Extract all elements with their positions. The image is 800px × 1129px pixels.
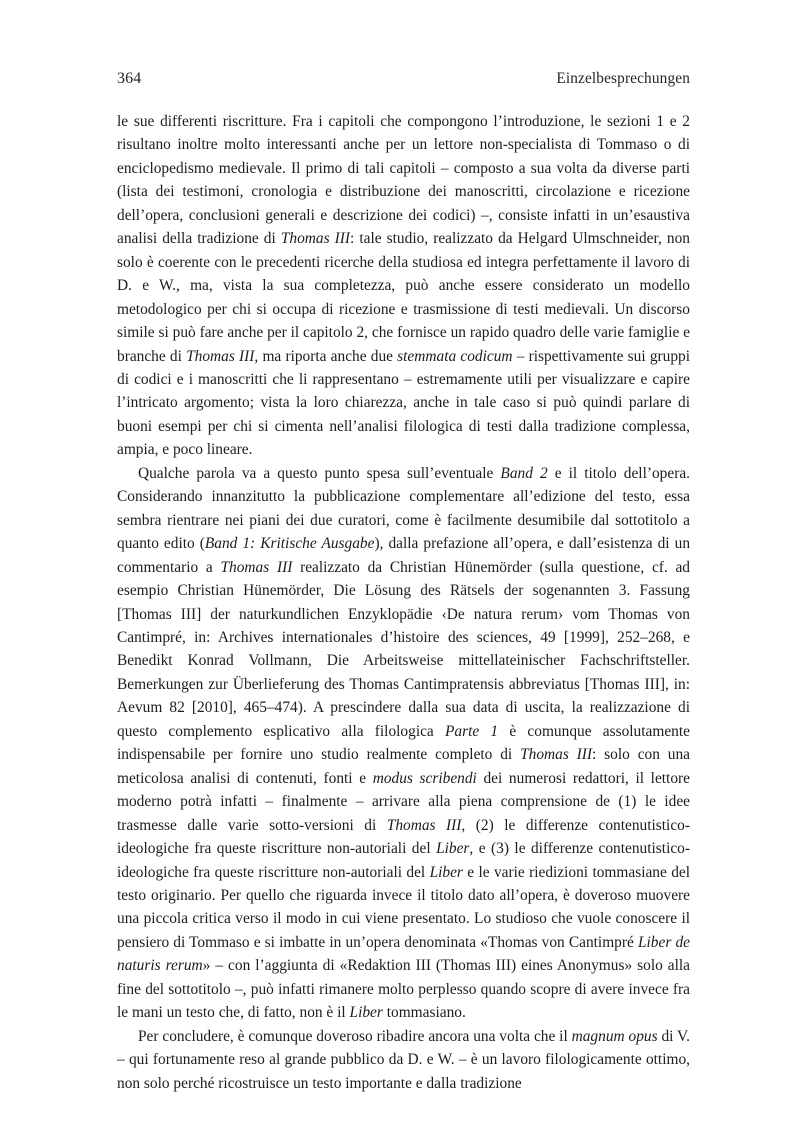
text-run: , ma riporta anche due <box>254 347 398 365</box>
text-run: : tale studio, realizzato da Helgard Ulmschneider, non solo è coerente con le precedenti ricerche della studiosa ed integra perfettamente il lavoro di D. e W., ma, vista la sua completezza, può anche essere considerato un modello metodologico per chi si occupa di ricezione e trasmissione di testi medievali. Un discorso simile si può fare anche per il capitolo 2, che fornisce un rapido quadro delle varie famiglie e branche di <box>117 230 690 365</box>
text-run: , (2) le differenze contenutistico-ideologiche fra queste riscritture non-autoriali del <box>117 816 690 858</box>
italic-run: Thomas III <box>280 230 351 248</box>
italic-run: Thomas III <box>220 558 293 576</box>
italic-run: Liber <box>429 863 463 881</box>
paragraph <box>117 1025 690 1095</box>
italic-run: Thomas III <box>186 347 255 365</box>
italic-run: Band 1: Kritische Ausgabe <box>204 535 375 553</box>
text-run: tommasiano. <box>382 1004 466 1022</box>
italic-run: Thomas III <box>520 746 593 764</box>
paragraph <box>117 110 690 462</box>
text-run: di V. – qui fortunamente reso al grande pubblico da D. e W. – è un lavoro filologicamente ottimo, non solo perché ricostruisce un testo importante e dalla tradizione <box>117 1027 691 1092</box>
running-head-title: Einzelbesprechungen <box>556 70 690 87</box>
text-run: – rispettivamente sui gruppi di codici e i manoscritti che li rappresentano – estremamente utili per visualizzare e capire l’intricato argomento; vista la loro chiarezza, anche in tale caso si può quindi parlare di buoni esempi per chi si cimenta nell’analisi filologica di testi dalla tradizione complessa, ampia, e poco lineare. <box>117 347 690 459</box>
text-run: e le varie riedizioni tommasiane del testo originario. Per quello che riguarda invece il titolo dato all’opera, è doveroso muovere una piccola critica verso il modo in cui viene presentato. Lo studioso che vuole conoscere il pensiero di Tommaso e si imbatte in un’opera denominata «Thomas von Cantimpré <box>117 863 691 951</box>
italic-run: magnum opus <box>571 1027 658 1045</box>
text-run: » – con l’aggiunta di «Redaktion III (Thomas III) eines Anonymus» solo alla fine del sottotitolo –, può infatti rimanere molto perplesso quando scopre di avere invece fra le mani un testo che, di fatto, non è il <box>117 957 691 1022</box>
text-run: e il titolo dell’opera. Considerando innanzitutto la pubblicazione complementare all’edizione del testo, essa sembra rientrare nei piani dei due curatori, come è facilmente desumibile dal sottotitolo a quanto edito ( <box>117 464 690 553</box>
paragraph <box>117 462 690 1025</box>
italic-run: stemmata codicum <box>397 347 513 365</box>
italic-run: Band 2 <box>500 464 548 482</box>
italic-run: modus scribendi <box>372 769 477 787</box>
italic-run: Liber de naturis rerum <box>117 933 690 975</box>
running-head <box>117 70 690 88</box>
text-run: , e (3) le differenze contenutistico-ideologiche fra queste riscritture non-autoriali del <box>117 840 690 881</box>
text-run: : solo con una meticolosa analisi di contenuti, fonti e <box>117 746 690 787</box>
italic-run: Parte 1 <box>445 722 499 740</box>
page-folio-number: 364 <box>117 70 142 87</box>
body-text-block <box>117 110 690 1095</box>
text-run: ), dalla prefazione all’opera, e dall’esistenza di un commentario a <box>117 535 691 576</box>
text-run: realizzato da Christian Hünemörder (sulla questione, cf. ad esempio Christian Hünemörder, Die Lösung des Rätsels der sogenannten 3. Fassung [Thomas III] der naturkundlichen Enzyklopädie ‹De natura rerum› vom Thomas von Cantimpré, in: Archives internationales d’histoire des sciences, 49 [1999], 252–268, e Benedikt Konrad Vollmann, Die Arbeitsweise mittellateinischer Fachschriftsteller. Bemerkungen zur Überlieferung des Thomas Cantimpratensis abbreviatus [Thomas III], in: Aevum 82 [2010], 465–474). A prescindere dalla sua data di uscita, la realizzazione di questo complemento esplicativo alla filologica <box>117 558 690 740</box>
text-run: le sue differenti riscritture. Fra i capitoli che compongono l’introduzione, le sezioni 1 e 2 risultano inoltre molto interessanti anche per un lettore non-specialista di Tommaso o di enciclopedismo medievale. Il primo di tali capitoli – composto a sua volta da diverse parti (lista dei testimoni, cronologia e distribuzione dei manoscritti, circolazione e ricezione dell’opera, conclusioni generali e descrizione dei codici) –, consiste infatti in un’esaustiva analisi della tradizione di <box>117 113 690 248</box>
text-run: Per concludere, è comunque doveroso ribadire ancora una volta che il <box>138 1027 572 1045</box>
text-run: Qualche parola va a questo punto spesa sull’eventuale <box>138 464 501 482</box>
text-run: dei numerosi redattori, il lettore moderno potrà infatti – finalmente – arrivare alla piena comprensione de (1) le idee trasmesse dalle varie sotto-versioni di <box>117 769 690 834</box>
italic-run: Thomas III <box>386 816 462 834</box>
italic-run: Liber <box>436 840 470 858</box>
italic-run: Liber <box>349 1004 383 1022</box>
text-run: è comunque assolutamente indispensabile per fornire uno studio realmente completo di <box>117 722 690 764</box>
